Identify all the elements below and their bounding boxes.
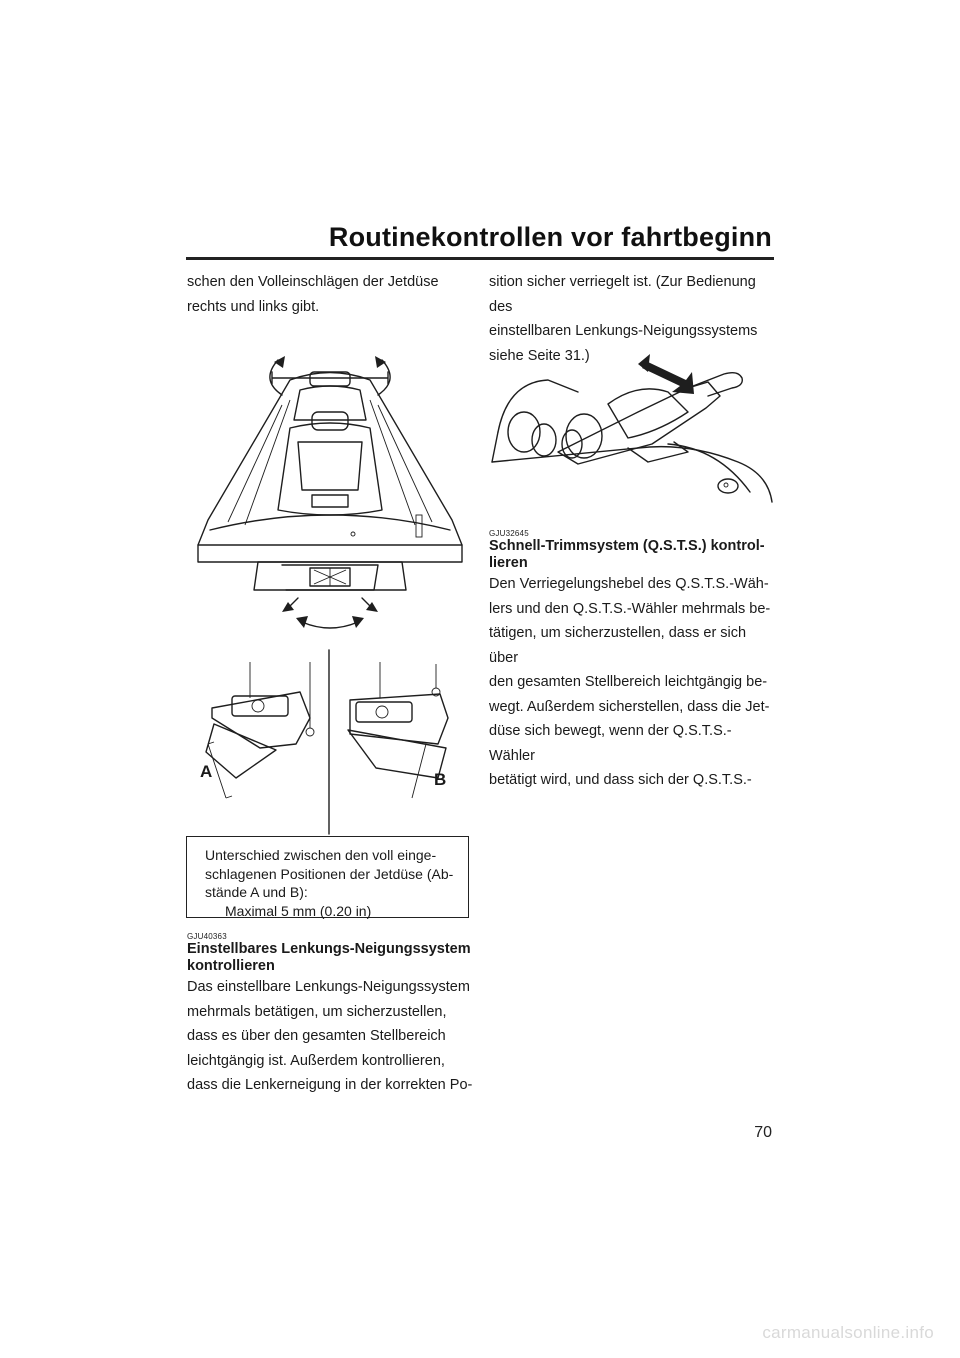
spec-line: Unterschied zwischen den voll einge- xyxy=(205,847,437,863)
left-intro-line: schen den Volleinschlägen der Jetdüse xyxy=(187,274,439,290)
spec-value: Maximal 5 mm (0.20 in) xyxy=(225,902,372,919)
body-line: tätigen, um sicherzustellen, dass er sich über xyxy=(489,625,747,666)
page-title: Routinekontrollen vor fahrtbeginn xyxy=(328,222,772,252)
qsts-section xyxy=(489,529,777,793)
left-intro-line: rechts und links gibt. xyxy=(187,298,320,315)
label-b: B xyxy=(434,770,447,789)
steering-tilt-section xyxy=(187,932,475,1098)
body-line: Das einstellbare Lenkungs-Neigungssystem xyxy=(187,979,470,995)
label-a: A xyxy=(200,762,213,781)
right-intro-line: sition sicher verriegelt ist. (Zur Bedienung des xyxy=(489,274,756,315)
section-heading-line: Schnell-Trimmsystem (Q.S.T.S.) kontrol- xyxy=(489,538,765,554)
section-code: GJU32645 xyxy=(489,529,529,538)
body-line: betätigt wird, und dass sich der Q.S.T.S.- xyxy=(489,772,752,788)
section-code: GJU40363 xyxy=(187,932,227,941)
body-line: mehrmals betätigen, um sicherzustellen, xyxy=(187,1003,447,1020)
body-line: leichtgängig ist. Außerdem kontrollieren, xyxy=(187,1052,445,1069)
header-rule xyxy=(186,257,774,260)
page-number: 70 xyxy=(754,1124,772,1141)
watermark-text: carmanualsonline.info xyxy=(762,1323,934,1342)
body-line: lers und den Q.S.T.S.-Wähler mehrmals be- xyxy=(489,600,771,617)
right-intro-line: einstellbaren Lenkungs-Neigungssystems xyxy=(489,323,758,339)
left-intro-text xyxy=(187,270,475,319)
body-line: düse sich bewegt, wenn der Q.S.T.S.-Wähler xyxy=(489,723,732,764)
handlebar-tilt-illustration xyxy=(488,352,778,512)
watercraft-steering-illustration xyxy=(190,350,470,640)
body-line: wegt. Außerdem sicherstellen, dass die Jet- xyxy=(489,698,770,715)
spec-line: schlagenen Positionen der Jetdüse (Ab- xyxy=(205,865,454,882)
section-heading-line: kontrollieren xyxy=(187,958,275,974)
body-line: dass die Lenkerneigung in der korrekten Po- xyxy=(187,1077,473,1093)
body-line: dass es über den gesamten Stellbereich xyxy=(187,1028,446,1044)
specification-box xyxy=(186,836,469,918)
section-heading-line: Einstellbares Lenkungs-Neigungssystem xyxy=(187,941,471,957)
body-line: Den Verriegelungshebel des Q.S.T.S.-Wäh- xyxy=(489,576,769,592)
jet-nozzle-illustration xyxy=(190,648,470,838)
right-intro-line: siehe Seite 31.) xyxy=(489,347,590,364)
body-line: den gesamten Stellbereich leichtgängig be- xyxy=(489,674,768,690)
section-heading-line: lieren xyxy=(489,555,528,571)
spec-line: stände A und B): xyxy=(205,884,308,900)
